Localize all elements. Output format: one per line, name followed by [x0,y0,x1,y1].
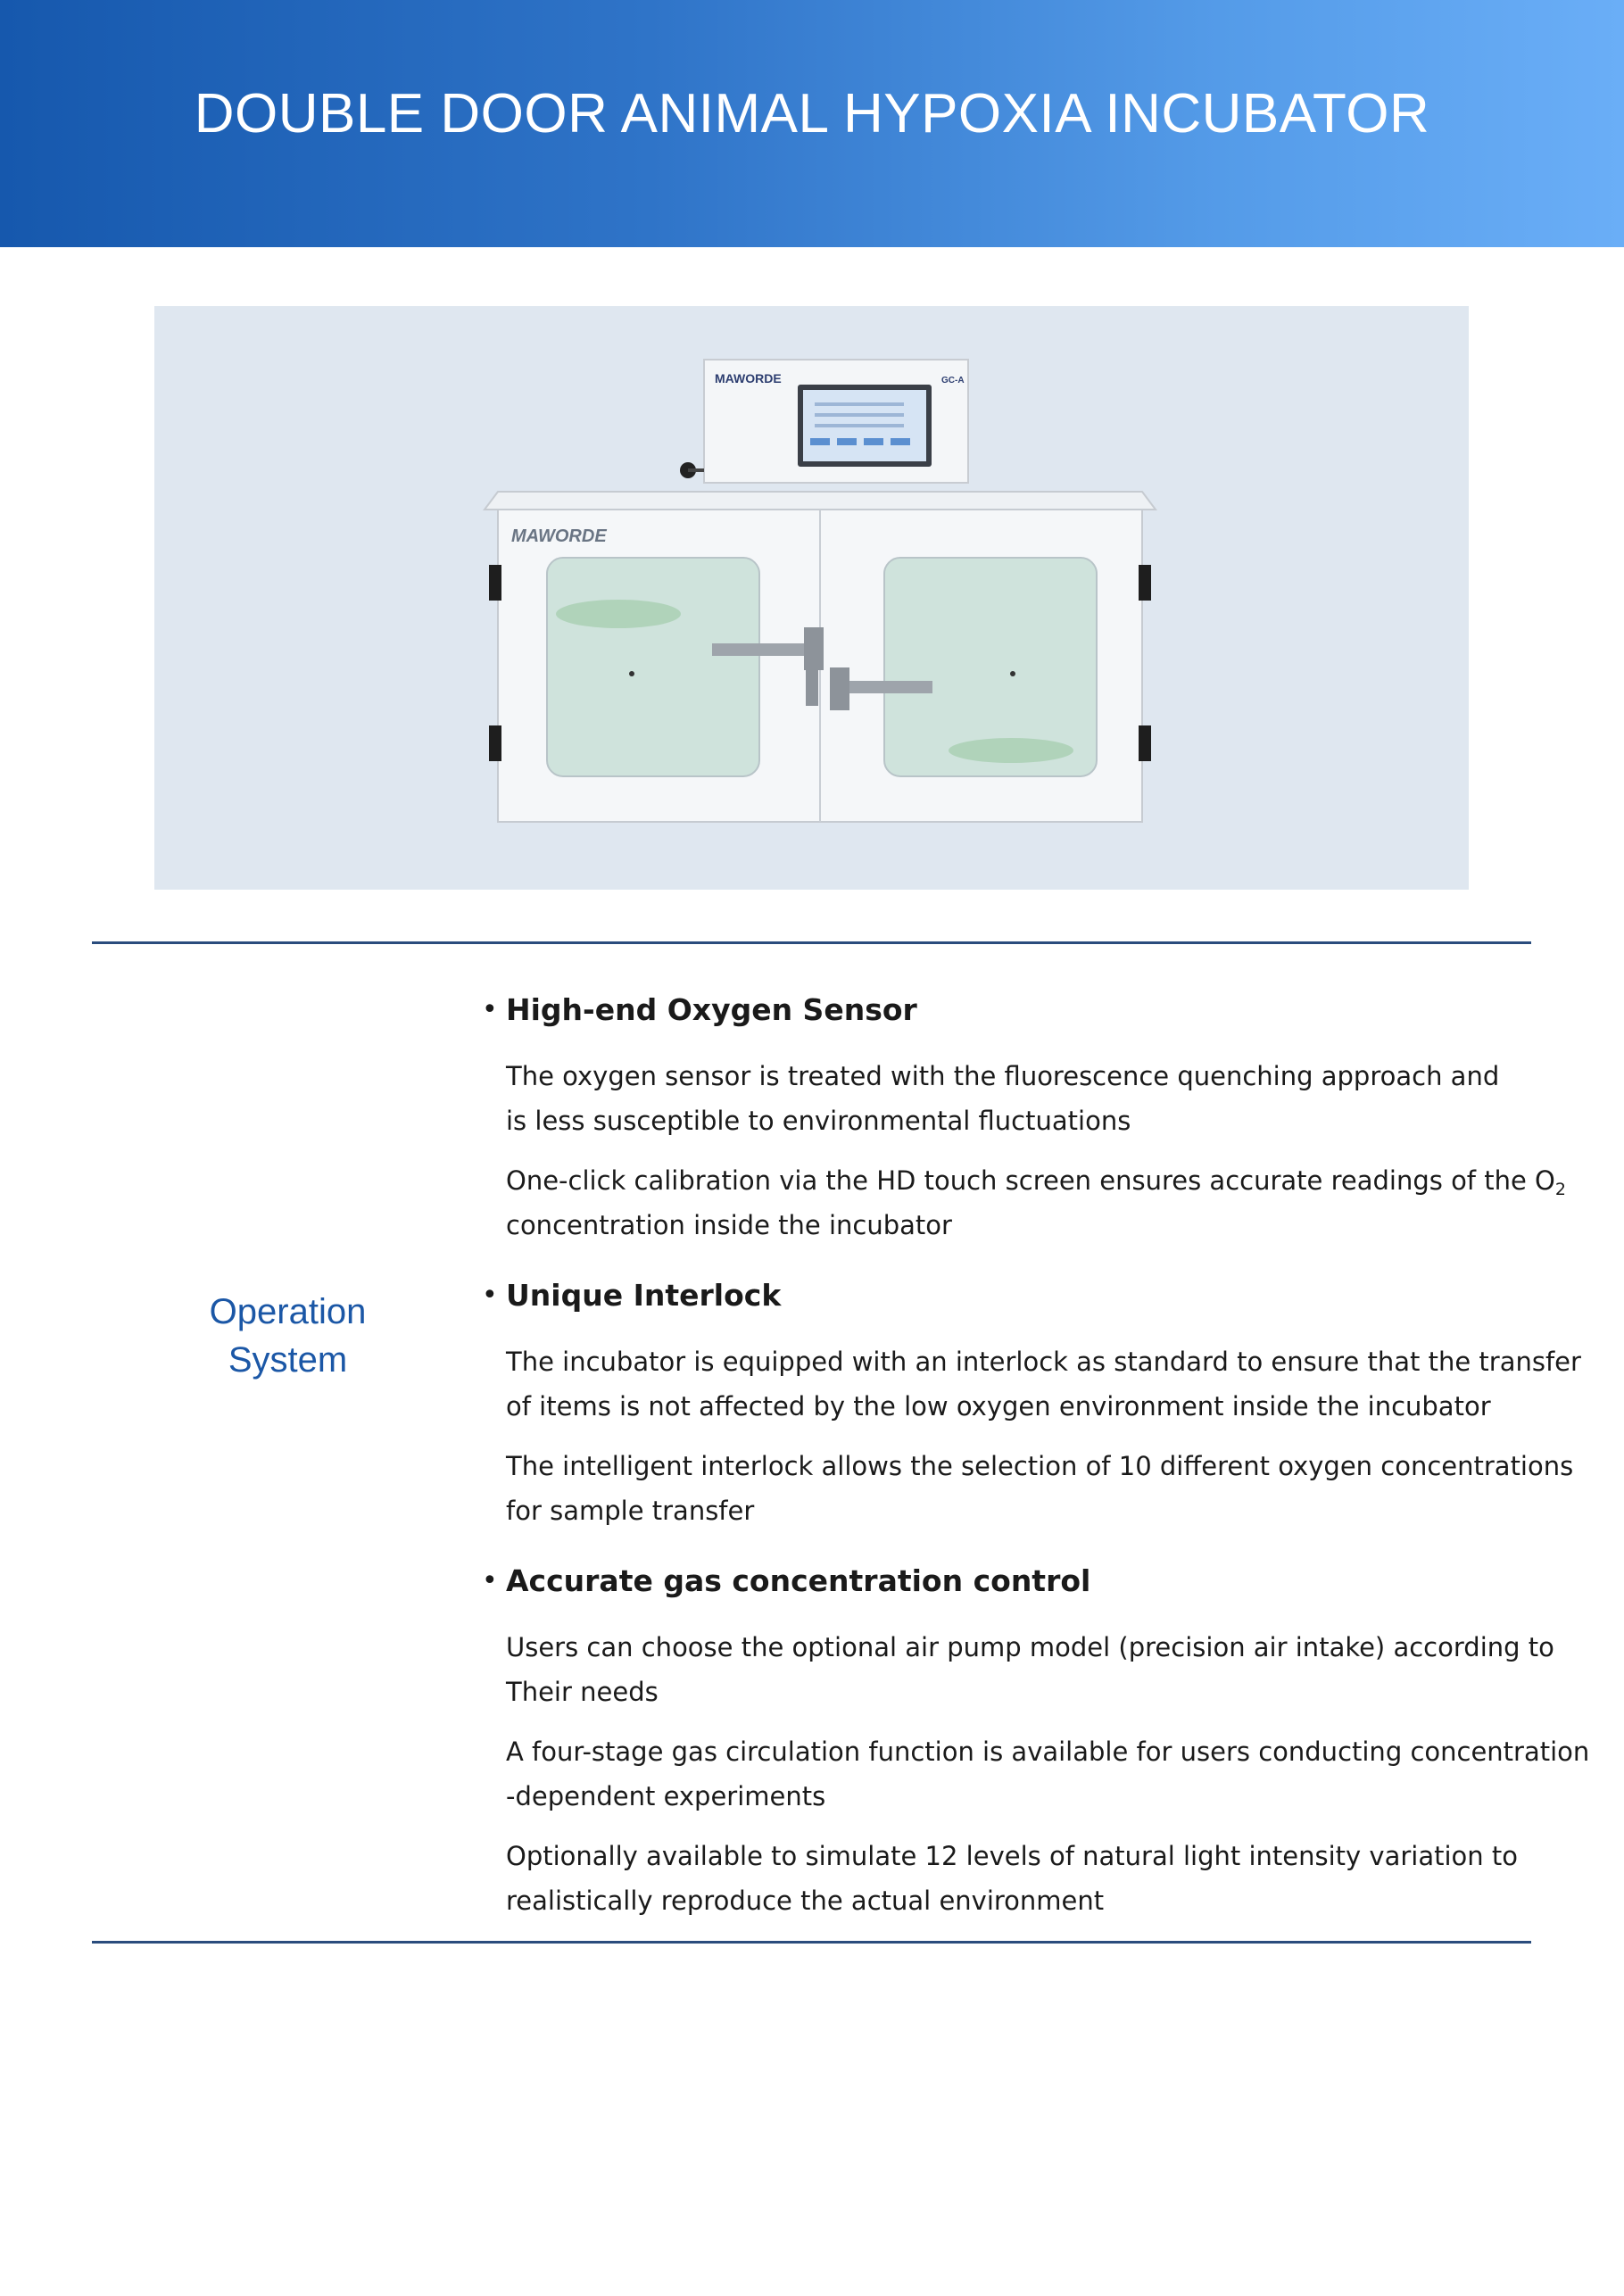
feature-interlock [482,1267,1581,1533]
feature-gas-control [482,1553,1590,1923]
subscript: 2 [1554,1180,1566,1199]
section-label [178,1288,397,1384]
bullet-icon: • [482,994,498,1025]
left-door-window [547,558,759,776]
product-photo [154,306,1469,890]
feature-heading [482,1267,1570,1324]
paragraph-line: -dependent experiments [506,1781,826,1811]
feature-paragraph [482,1054,1570,1143]
feature-title: Accurate gas concentration control [506,1563,1091,1598]
paragraph-line: Users can choose the optional air pump model (precision air intake) according to [506,1632,1554,1662]
paragraph-line [506,1158,1570,1203]
bullet-icon: • [482,1280,498,1311]
feature-paragraph [482,1834,1570,1923]
paragraph-line: A four-stage gas circulation function is available for users conducting concentration [506,1737,1590,1767]
left-door-handle [712,643,810,656]
section-divider-top [92,941,1531,944]
hinge-icon [489,725,501,761]
paragraph-text: One-click calibration via the HD touch screen ensures accurate readings of the O [506,1165,1555,1196]
page-title: DOUBLE DOOR ANIMAL HYPOXIA INCUBATOR [194,83,1430,145]
hinge-icon [489,565,501,601]
paragraph-line: The incubator is equipped with an interlock as standard to ensure that the transfer [506,1347,1581,1377]
hinge-icon [1139,565,1151,601]
incubator-illustration [154,306,1469,890]
section-divider-bottom [92,1941,1531,1944]
feature-heading [482,982,1570,1039]
feature-paragraph [482,1625,1570,1714]
feature-paragraph [482,1158,1570,1247]
controller-brand-logo: MAWORDE [715,371,782,385]
feature-list [482,982,1590,1943]
section-label-line2: System [228,1340,348,1380]
paragraph-line: of items is not affected by the low oxygen environment inside the incubator [506,1391,1491,1422]
paragraph-line: realistically reproduce the actual environment [506,1886,1105,1916]
feature-paragraph [482,1729,1590,1819]
cabinet-lid [485,492,1156,510]
header-banner [0,0,1624,247]
hinge-icon [1139,725,1151,761]
feature-paragraph [482,1339,1581,1429]
feature-oxygen-sensor [482,982,1570,1247]
controller-model-label: GC-A [941,376,965,385]
feature-title: Unique Interlock [506,1278,782,1313]
feature-title: High-end Oxygen Sensor [506,992,917,1027]
paragraph-line: Their needs [506,1677,659,1707]
feature-paragraph [482,1444,1574,1533]
paragraph-line: for sample transfer [506,1496,755,1526]
paragraph-line: concentration inside the incubator [506,1210,952,1240]
paragraph-line: The oxygen sensor is treated with the fluorescence quenching approach and [506,1061,1500,1091]
paragraph-line: Optionally available to simulate 12 levels of natural light intensity variation to [506,1841,1519,1871]
feature-heading [482,1553,1570,1610]
cabinet-brand-logo: MAWORDE [511,526,607,546]
paragraph-line: The intelligent interlock allows the selection of 10 different oxygen concentrations [506,1451,1574,1481]
bullet-icon: • [482,1565,498,1596]
paragraph-line: is less susceptible to environmental fluctuations [506,1106,1131,1136]
section-label-line1: Operation [209,1292,367,1331]
